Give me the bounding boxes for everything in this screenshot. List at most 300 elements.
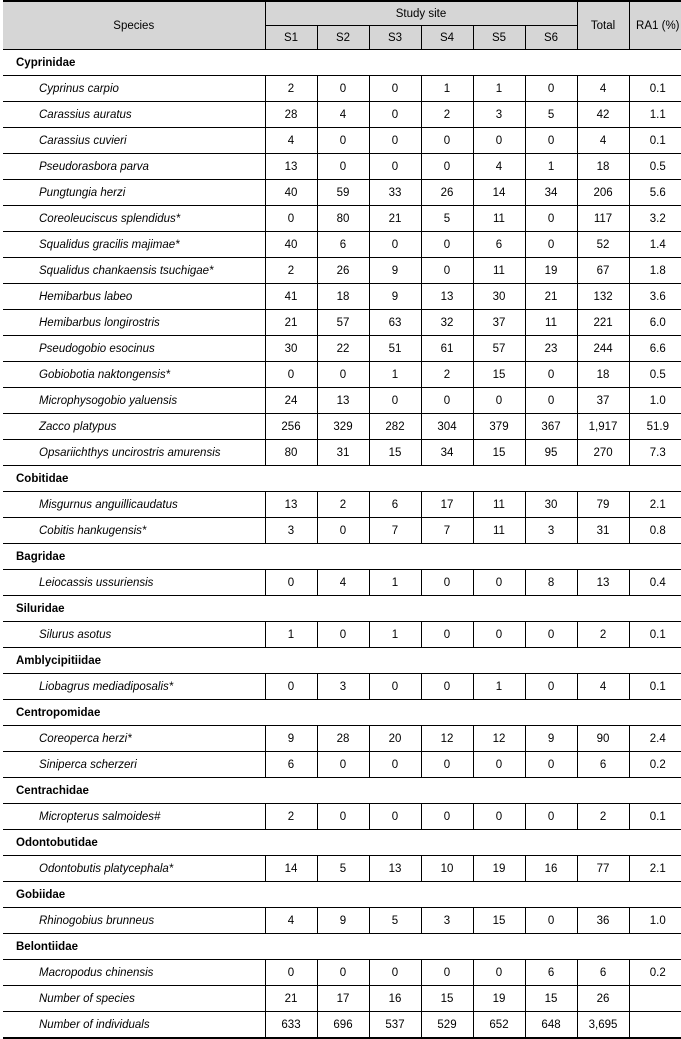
cell-site-s2: 4 xyxy=(317,102,369,128)
cell-site-s3: 7 xyxy=(369,518,421,544)
table-row xyxy=(3,518,681,544)
cell-site-s2: 0 xyxy=(317,960,369,986)
cell-site-s6: 1 xyxy=(525,154,577,180)
table-row xyxy=(3,440,681,466)
table-row xyxy=(3,622,681,648)
family-name: Amblycipitiidae xyxy=(3,648,265,674)
cell-site-s4: 0 xyxy=(421,232,473,258)
cell-site-s4: 0 xyxy=(421,674,473,700)
cell-ra1: 2.1 xyxy=(629,856,681,882)
cell-ra1 xyxy=(629,1012,681,1039)
cell-site-s5: 11 xyxy=(473,518,525,544)
cell-site-s5: 0 xyxy=(473,622,525,648)
species-name: Pseudogobio esocinus xyxy=(3,336,265,362)
summary-label: Number of species xyxy=(3,986,265,1012)
species-name: Carassius auratus xyxy=(3,102,265,128)
cell-site-s4: 34 xyxy=(421,440,473,466)
column-header-site-s6: S6 xyxy=(525,26,577,50)
cell-site-s3: 0 xyxy=(369,674,421,700)
cell-ra1: 2.4 xyxy=(629,726,681,752)
cell-site-s5: 0 xyxy=(473,388,525,414)
cell-site-s5: 379 xyxy=(473,414,525,440)
species-name: Hemibarbus longirostris xyxy=(3,310,265,336)
column-header-site-s5: S5 xyxy=(473,26,525,50)
cell-site-s2: 9 xyxy=(317,908,369,934)
cell-site-s5: 6 xyxy=(473,232,525,258)
cell-site-s4: 7 xyxy=(421,518,473,544)
cell-total: 117 xyxy=(577,206,629,232)
species-name: Misgurnus anguillicaudatus xyxy=(3,492,265,518)
family-row xyxy=(3,934,681,960)
cell-ra1: 0.1 xyxy=(629,76,681,102)
cell-site-s2: 0 xyxy=(317,752,369,778)
cell-site-s1: 0 xyxy=(265,960,317,986)
family-row-spacer xyxy=(265,934,681,960)
family-name: Bagridae xyxy=(3,544,265,570)
cell-site-s3: 0 xyxy=(369,388,421,414)
cell-site-s5: 0 xyxy=(473,804,525,830)
cell-total: 4 xyxy=(577,76,629,102)
cell-site-s6: 0 xyxy=(525,674,577,700)
species-name: Odontobutis platycephala* xyxy=(3,856,265,882)
table-row xyxy=(3,752,681,778)
cell-site-s3: 33 xyxy=(369,180,421,206)
cell-site-s5: 30 xyxy=(473,284,525,310)
species-name: Siniperca scherzeri xyxy=(3,752,265,778)
cell-site-s6: 95 xyxy=(525,440,577,466)
cell-total: 18 xyxy=(577,154,629,180)
cell-site-s6: 0 xyxy=(525,206,577,232)
family-row-spacer xyxy=(265,596,681,622)
cell-site-s3: 1 xyxy=(369,622,421,648)
cell-site-s4: 0 xyxy=(421,752,473,778)
cell-total: 67 xyxy=(577,258,629,284)
cell-site-s6: 19 xyxy=(525,258,577,284)
table-body xyxy=(3,50,681,1039)
cell-site-s2: 18 xyxy=(317,284,369,310)
family-row xyxy=(3,466,681,492)
cell-ra1: 0.1 xyxy=(629,804,681,830)
cell-site-s5: 652 xyxy=(473,1012,525,1039)
cell-ra1: 6.6 xyxy=(629,336,681,362)
cell-ra1: 0.5 xyxy=(629,362,681,388)
cell-ra1: 5.6 xyxy=(629,180,681,206)
cell-site-s4: 0 xyxy=(421,388,473,414)
table-row xyxy=(3,492,681,518)
species-name: Hemibarbus labeo xyxy=(3,284,265,310)
table-row xyxy=(3,76,681,102)
cell-site-s3: 0 xyxy=(369,752,421,778)
cell-site-s2: 28 xyxy=(317,726,369,752)
cell-site-s5: 3 xyxy=(473,102,525,128)
cell-total: 2 xyxy=(577,804,629,830)
species-name: Liobagrus mediadiposalis* xyxy=(3,674,265,700)
species-name: Micropterus salmoides# xyxy=(3,804,265,830)
cell-site-s6: 34 xyxy=(525,180,577,206)
cell-site-s2: 0 xyxy=(317,154,369,180)
cell-site-s4: 0 xyxy=(421,258,473,284)
species-name: Microphysogobio yaluensis xyxy=(3,388,265,414)
cell-ra1: 0.1 xyxy=(629,674,681,700)
table-row xyxy=(3,804,681,830)
cell-site-s6: 0 xyxy=(525,804,577,830)
cell-ra1: 1.0 xyxy=(629,908,681,934)
family-row-spacer xyxy=(265,830,681,856)
cell-total: 4 xyxy=(577,674,629,700)
cell-site-s6: 0 xyxy=(525,622,577,648)
cell-site-s4: 10 xyxy=(421,856,473,882)
cell-site-s3: 51 xyxy=(369,336,421,362)
cell-site-s3: 13 xyxy=(369,856,421,882)
cell-ra1: 0.1 xyxy=(629,622,681,648)
cell-site-s1: 0 xyxy=(265,674,317,700)
cell-site-s6: 367 xyxy=(525,414,577,440)
cell-site-s5: 15 xyxy=(473,362,525,388)
cell-site-s2: 31 xyxy=(317,440,369,466)
cell-site-s5: 12 xyxy=(473,726,525,752)
cell-ra1: 6.0 xyxy=(629,310,681,336)
cell-ra1 xyxy=(629,986,681,1012)
table-row xyxy=(3,180,681,206)
table-row xyxy=(3,336,681,362)
cell-site-s1: 4 xyxy=(265,128,317,154)
cell-site-s3: 21 xyxy=(369,206,421,232)
cell-site-s4: 12 xyxy=(421,726,473,752)
cell-site-s5: 19 xyxy=(473,986,525,1012)
cell-site-s1: 14 xyxy=(265,856,317,882)
cell-site-s6: 0 xyxy=(525,908,577,934)
family-name: Centrachidae xyxy=(3,778,265,804)
cell-site-s6: 0 xyxy=(525,128,577,154)
cell-site-s4: 0 xyxy=(421,960,473,986)
species-name: Pseudorasbora parva xyxy=(3,154,265,180)
cell-site-s4: 304 xyxy=(421,414,473,440)
cell-site-s1: 3 xyxy=(265,518,317,544)
cell-total: 132 xyxy=(577,284,629,310)
table-row xyxy=(3,362,681,388)
cell-site-s1: 1 xyxy=(265,622,317,648)
cell-site-s1: 80 xyxy=(265,440,317,466)
cell-site-s6: 9 xyxy=(525,726,577,752)
cell-site-s5: 15 xyxy=(473,908,525,934)
family-row xyxy=(3,700,681,726)
cell-site-s6: 0 xyxy=(525,362,577,388)
cell-site-s5: 4 xyxy=(473,154,525,180)
cell-site-s5: 15 xyxy=(473,440,525,466)
cell-site-s4: 13 xyxy=(421,284,473,310)
cell-site-s2: 0 xyxy=(317,622,369,648)
cell-total: 79 xyxy=(577,492,629,518)
family-row xyxy=(3,544,681,570)
species-name: Zacco platypus xyxy=(3,414,265,440)
cell-ra1: 0.5 xyxy=(629,154,681,180)
cell-site-s3: 9 xyxy=(369,284,421,310)
cell-site-s1: 2 xyxy=(265,804,317,830)
cell-site-s1: 256 xyxy=(265,414,317,440)
cell-site-s6: 5 xyxy=(525,102,577,128)
cell-total: 221 xyxy=(577,310,629,336)
cell-site-s2: 4 xyxy=(317,570,369,596)
cell-site-s6: 16 xyxy=(525,856,577,882)
cell-site-s2: 329 xyxy=(317,414,369,440)
cell-site-s4: 0 xyxy=(421,154,473,180)
species-name: Gobiobotia naktongensis* xyxy=(3,362,265,388)
cell-site-s2: 0 xyxy=(317,128,369,154)
cell-ra1: 0.4 xyxy=(629,570,681,596)
cell-site-s1: 21 xyxy=(265,986,317,1012)
cell-site-s3: 0 xyxy=(369,128,421,154)
species-name: Opsariichthys uncirostris amurensis xyxy=(3,440,265,466)
cell-site-s6: 30 xyxy=(525,492,577,518)
cell-site-s6: 3 xyxy=(525,518,577,544)
cell-site-s1: 0 xyxy=(265,362,317,388)
cell-site-s2: 0 xyxy=(317,518,369,544)
cell-site-s4: 32 xyxy=(421,310,473,336)
species-name: Squalidus chankaensis tsuchigae* xyxy=(3,258,265,284)
cell-site-s1: 13 xyxy=(265,492,317,518)
cell-site-s4: 529 xyxy=(421,1012,473,1039)
cell-site-s5: 0 xyxy=(473,570,525,596)
cell-site-s1: 41 xyxy=(265,284,317,310)
family-row xyxy=(3,648,681,674)
cell-site-s3: 15 xyxy=(369,440,421,466)
cell-total: 52 xyxy=(577,232,629,258)
cell-site-s2: 5 xyxy=(317,856,369,882)
cell-total: 270 xyxy=(577,440,629,466)
cell-site-s3: 0 xyxy=(369,232,421,258)
cell-site-s6: 648 xyxy=(525,1012,577,1039)
cell-site-s4: 26 xyxy=(421,180,473,206)
cell-site-s6: 21 xyxy=(525,284,577,310)
cell-total: 77 xyxy=(577,856,629,882)
cell-ra1: 3.6 xyxy=(629,284,681,310)
cell-site-s5: 1 xyxy=(473,76,525,102)
family-name: Cobitidae xyxy=(3,466,265,492)
cell-site-s3: 537 xyxy=(369,1012,421,1039)
cell-site-s5: 14 xyxy=(473,180,525,206)
cell-total: 6 xyxy=(577,960,629,986)
cell-site-s5: 11 xyxy=(473,206,525,232)
cell-ra1: 1.0 xyxy=(629,388,681,414)
species-name: Squalidus gracilis majimae* xyxy=(3,232,265,258)
cell-site-s5: 0 xyxy=(473,960,525,986)
cell-site-s3: 1 xyxy=(369,570,421,596)
cell-site-s2: 26 xyxy=(317,258,369,284)
cell-site-s2: 6 xyxy=(317,232,369,258)
cell-site-s4: 61 xyxy=(421,336,473,362)
family-name: Odontobutidae xyxy=(3,830,265,856)
family-row-spacer xyxy=(265,544,681,570)
cell-site-s2: 57 xyxy=(317,310,369,336)
cell-total: 90 xyxy=(577,726,629,752)
cell-site-s3: 5 xyxy=(369,908,421,934)
cell-site-s3: 16 xyxy=(369,986,421,1012)
cell-site-s6: 0 xyxy=(525,388,577,414)
cell-site-s5: 11 xyxy=(473,258,525,284)
cell-ra1: 7.3 xyxy=(629,440,681,466)
cell-site-s1: 9 xyxy=(265,726,317,752)
table-row xyxy=(3,232,681,258)
family-row-spacer xyxy=(265,700,681,726)
family-row-spacer xyxy=(265,882,681,908)
family-row xyxy=(3,596,681,622)
cell-ra1: 0.8 xyxy=(629,518,681,544)
cell-ra1: 1.1 xyxy=(629,102,681,128)
cell-site-s6: 0 xyxy=(525,232,577,258)
cell-site-s4: 0 xyxy=(421,804,473,830)
cell-site-s3: 0 xyxy=(369,154,421,180)
cell-site-s5: 1 xyxy=(473,674,525,700)
cell-site-s2: 13 xyxy=(317,388,369,414)
species-name: Rhinogobius brunneus xyxy=(3,908,265,934)
cell-site-s4: 0 xyxy=(421,622,473,648)
cell-site-s3: 0 xyxy=(369,804,421,830)
cell-total: 2 xyxy=(577,622,629,648)
cell-site-s6: 0 xyxy=(525,76,577,102)
cell-site-s1: 21 xyxy=(265,310,317,336)
summary-row xyxy=(3,1012,681,1039)
table-row xyxy=(3,570,681,596)
cell-site-s1: 40 xyxy=(265,180,317,206)
cell-site-s5: 0 xyxy=(473,128,525,154)
cell-site-s2: 3 xyxy=(317,674,369,700)
column-header-total: Total xyxy=(577,1,629,50)
cell-total: 244 xyxy=(577,336,629,362)
cell-total: 36 xyxy=(577,908,629,934)
cell-site-s6: 15 xyxy=(525,986,577,1012)
cell-site-s5: 11 xyxy=(473,492,525,518)
summary-row xyxy=(3,986,681,1012)
cell-total: 37 xyxy=(577,388,629,414)
cell-ra1: 2.1 xyxy=(629,492,681,518)
cell-site-s3: 20 xyxy=(369,726,421,752)
species-name: Leiocassis ussuriensis xyxy=(3,570,265,596)
cell-site-s3: 0 xyxy=(369,102,421,128)
species-name: Pungtungia herzi xyxy=(3,180,265,206)
cell-site-s3: 1 xyxy=(369,362,421,388)
cell-site-s2: 80 xyxy=(317,206,369,232)
family-row-spacer xyxy=(265,50,681,76)
cell-site-s1: 13 xyxy=(265,154,317,180)
cell-site-s3: 0 xyxy=(369,960,421,986)
species-name: Cobitis hankugensis* xyxy=(3,518,265,544)
cell-site-s5: 37 xyxy=(473,310,525,336)
column-header-site-s2: S2 xyxy=(317,26,369,50)
cell-site-s2: 0 xyxy=(317,804,369,830)
cell-site-s5: 57 xyxy=(473,336,525,362)
column-header-site-s1: S1 xyxy=(265,26,317,50)
cell-ra1: 0.2 xyxy=(629,960,681,986)
cell-site-s1: 2 xyxy=(265,258,317,284)
cell-site-s2: 696 xyxy=(317,1012,369,1039)
cell-site-s1: 633 xyxy=(265,1012,317,1039)
cell-site-s3: 6 xyxy=(369,492,421,518)
species-name: Coreoperca herzi* xyxy=(3,726,265,752)
cell-site-s4: 5 xyxy=(421,206,473,232)
cell-site-s5: 0 xyxy=(473,752,525,778)
table-row xyxy=(3,128,681,154)
family-name: Cyprinidae xyxy=(3,50,265,76)
cell-total: 206 xyxy=(577,180,629,206)
cell-site-s4: 0 xyxy=(421,128,473,154)
cell-site-s4: 17 xyxy=(421,492,473,518)
table-row xyxy=(3,258,681,284)
summary-label: Number of individuals xyxy=(3,1012,265,1039)
table-row xyxy=(3,154,681,180)
table-row xyxy=(3,726,681,752)
family-name: Siluridae xyxy=(3,596,265,622)
family-row-spacer xyxy=(265,648,681,674)
cell-site-s1: 6 xyxy=(265,752,317,778)
family-name: Centropomidae xyxy=(3,700,265,726)
family-row-spacer xyxy=(265,778,681,804)
cell-site-s3: 0 xyxy=(369,76,421,102)
cell-site-s2: 2 xyxy=(317,492,369,518)
cell-site-s2: 0 xyxy=(317,362,369,388)
cell-site-s3: 9 xyxy=(369,258,421,284)
cell-total: 1,917 xyxy=(577,414,629,440)
cell-site-s1: 4 xyxy=(265,908,317,934)
header-row-top xyxy=(3,1,681,26)
cell-site-s4: 1 xyxy=(421,76,473,102)
cell-site-s1: 28 xyxy=(265,102,317,128)
cell-ra1: 0.1 xyxy=(629,128,681,154)
family-row xyxy=(3,882,681,908)
cell-total: 6 xyxy=(577,752,629,778)
table-row xyxy=(3,388,681,414)
table-row xyxy=(3,908,681,934)
table-row xyxy=(3,856,681,882)
cell-total: 3,695 xyxy=(577,1012,629,1039)
cell-ra1: 51.9 xyxy=(629,414,681,440)
table-row xyxy=(3,284,681,310)
cell-ra1: 1.4 xyxy=(629,232,681,258)
species-name: Silurus asotus xyxy=(3,622,265,648)
family-row xyxy=(3,50,681,76)
cell-site-s1: 24 xyxy=(265,388,317,414)
species-name: Cyprinus carpio xyxy=(3,76,265,102)
table-row xyxy=(3,674,681,700)
cell-site-s1: 0 xyxy=(265,206,317,232)
column-header-species: Species xyxy=(3,1,265,50)
cell-site-s3: 282 xyxy=(369,414,421,440)
cell-site-s4: 15 xyxy=(421,986,473,1012)
species-abundance-table xyxy=(3,0,681,1039)
cell-site-s2: 22 xyxy=(317,336,369,362)
cell-site-s4: 3 xyxy=(421,908,473,934)
table-row xyxy=(3,960,681,986)
cell-site-s2: 17 xyxy=(317,986,369,1012)
cell-site-s3: 63 xyxy=(369,310,421,336)
species-name: Carassius cuvieri xyxy=(3,128,265,154)
cell-site-s1: 40 xyxy=(265,232,317,258)
table-row xyxy=(3,414,681,440)
cell-site-s4: 2 xyxy=(421,362,473,388)
cell-site-s1: 2 xyxy=(265,76,317,102)
family-name: Belontiidae xyxy=(3,934,265,960)
cell-site-s2: 59 xyxy=(317,180,369,206)
cell-total: 13 xyxy=(577,570,629,596)
species-name: Macropodus chinensis xyxy=(3,960,265,986)
cell-site-s4: 0 xyxy=(421,570,473,596)
cell-total: 4 xyxy=(577,128,629,154)
cell-total: 26 xyxy=(577,986,629,1012)
cell-site-s6: 23 xyxy=(525,336,577,362)
family-row xyxy=(3,778,681,804)
family-row xyxy=(3,830,681,856)
cell-site-s6: 11 xyxy=(525,310,577,336)
table-header xyxy=(3,1,681,50)
